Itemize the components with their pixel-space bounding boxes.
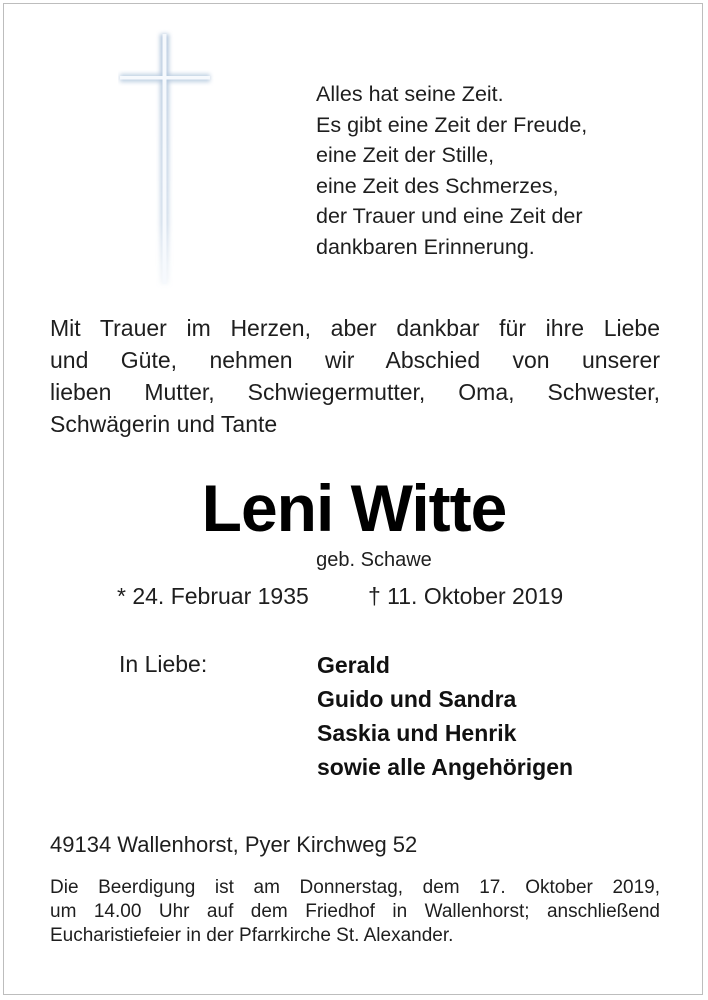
deceased-name: Leni Witte [201,471,507,545]
birth-date: * 24. Februar 1935 [117,583,309,609]
maiden-name: geb. Schawe [316,549,432,571]
intro-text [50,312,660,440]
poem-line: Alles hat seine Zeit. [316,82,504,106]
cross-icon [118,28,214,290]
poem-line: eine Zeit der Stille, [316,143,495,167]
mourner-name: Saskia und Henrik [317,720,517,746]
mourners-list [317,648,573,784]
intro-line: und Güte, nehmen wir Abschied von unserer [50,347,660,373]
poem-line: der Trauer und eine Zeit der [316,204,583,228]
mourners-label: In Liebe: [119,651,208,677]
intro-line: Mit Trauer im Herzen, aber dankbar für ihre Liebe [50,315,660,341]
intro-line: lieben Mutter, Schwiegermutter, Oma, Schwester, [50,379,660,405]
poem [316,79,656,262]
funeral-line: um 14.00 Uhr auf dem Friedhof in Wallenhorst; anschließend [50,901,660,922]
poem-line: dankbaren Erinnerung. [316,234,535,259]
mourner-name: Guido und Sandra [317,686,517,712]
mourner-name: Gerald [317,652,390,678]
poem-line: eine Zeit des Schmerzes, [316,173,559,198]
mourner-name: sowie alle Angehörigen [317,754,574,780]
death-date: † 11. Oktober 2019 [368,583,564,609]
funeral-line: Eucharistiefeier in der Pfarrkirche St. Alexander. [50,925,454,946]
address: 49134 Wallenhorst, Pyer Kirchweg 52 [50,832,418,857]
funeral-info [50,876,660,948]
intro-line: Schwägerin und Tante [50,411,278,437]
poem-line: Es gibt eine Zeit der Freude, [316,112,588,137]
funeral-line: Die Beerdigung ist am Donnerstag, dem 17. Oktober 2019, [50,877,660,898]
